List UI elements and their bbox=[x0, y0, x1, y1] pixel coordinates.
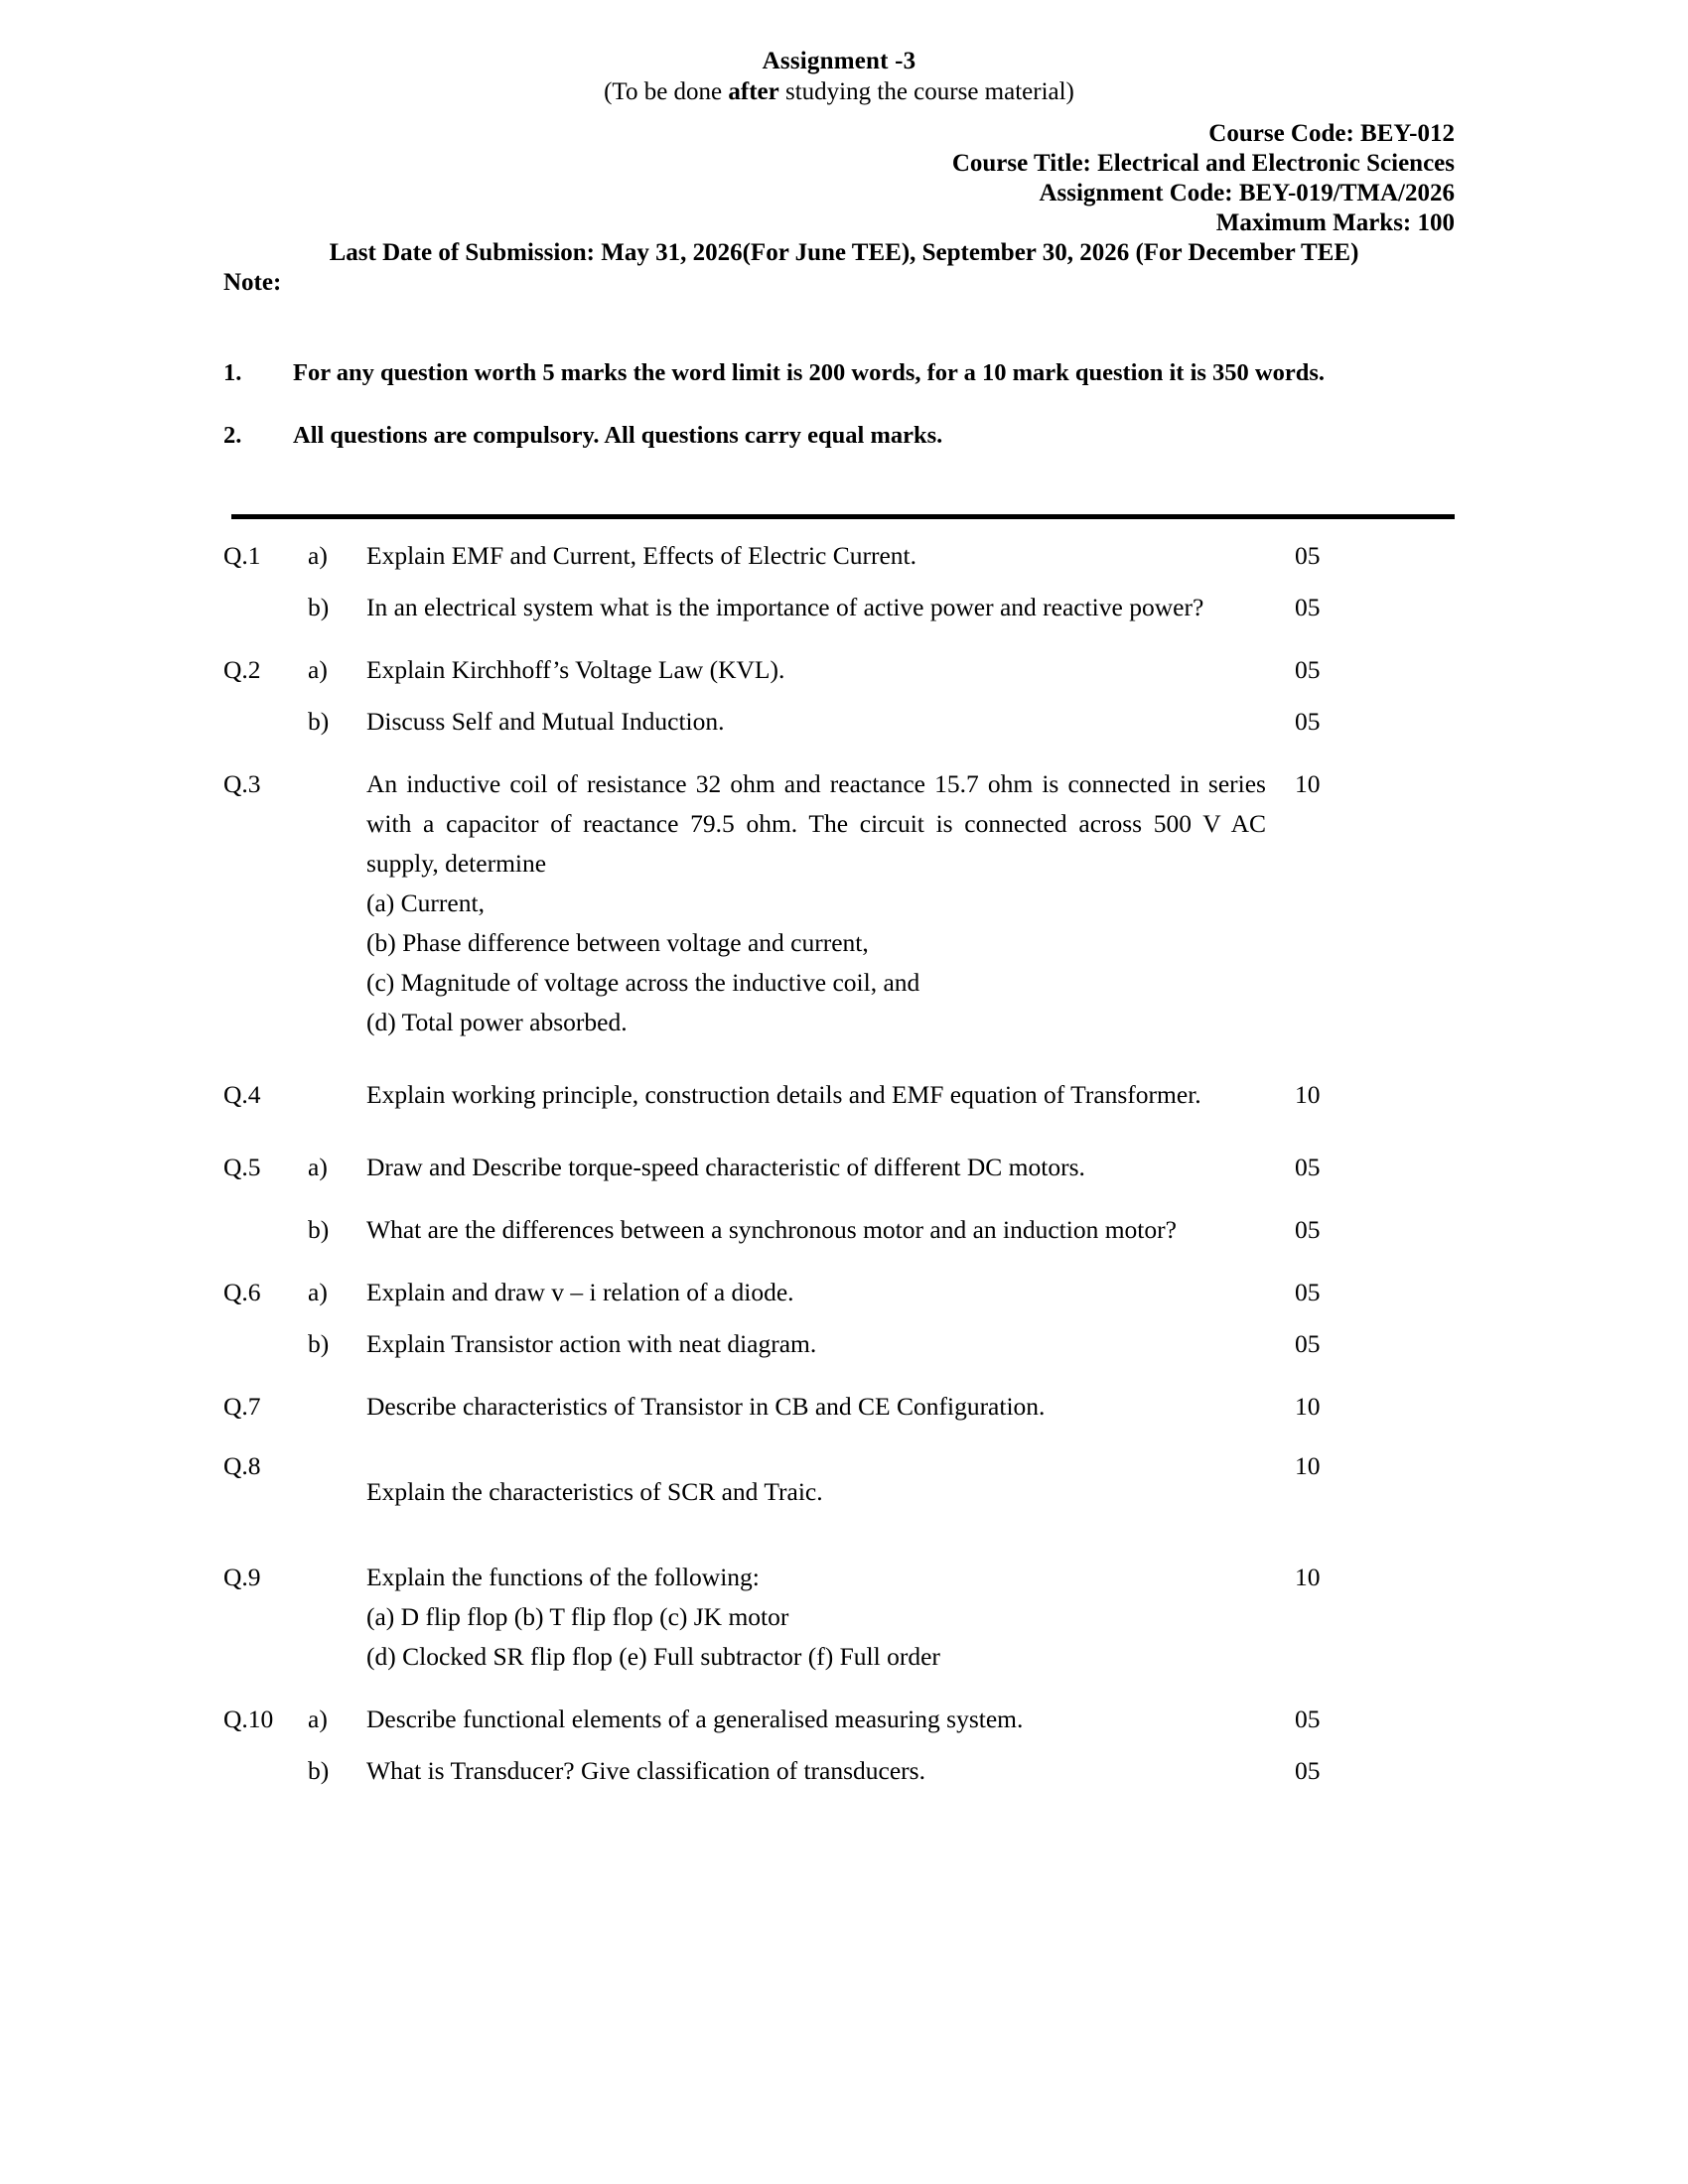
subtitle-emphasis: after bbox=[728, 78, 779, 105]
question-marks: 10 bbox=[1295, 1080, 1321, 1109]
question-label: Q.10 bbox=[223, 1705, 274, 1733]
notes-list bbox=[223, 355, 1460, 480]
question-text: Explain working principle, construction details and EMF equation of Transformer. bbox=[366, 1080, 1201, 1109]
table-row bbox=[223, 1387, 1465, 1427]
table-row bbox=[223, 1451, 1465, 1512]
question-text: What are the differences between a synchronous motor and an induction motor? bbox=[366, 1215, 1177, 1244]
part-letter: a) bbox=[308, 1153, 328, 1181]
table-row bbox=[223, 764, 1465, 1042]
question-text: Explain EMF and Current, Effects of Electric Current. bbox=[366, 541, 916, 570]
note-number: 2. bbox=[223, 422, 242, 449]
question-marks: 05 bbox=[1295, 1705, 1321, 1733]
part-letter: b) bbox=[308, 1756, 330, 1785]
list-item bbox=[223, 355, 1460, 391]
question-marks: 05 bbox=[1295, 593, 1321, 621]
list-item bbox=[223, 418, 1460, 454]
subtitle-pre: (To be done bbox=[604, 78, 729, 105]
document-subtitle bbox=[223, 76, 1455, 107]
question-text: Explain and draw v – i relation of a diode. bbox=[366, 1278, 794, 1306]
page-title: Assignment -3 bbox=[762, 48, 916, 74]
question-label: Q.9 bbox=[223, 1563, 261, 1591]
question-sublines bbox=[366, 1597, 1266, 1677]
subline: (a) D flip flop (b) T flip flop (c) JK motor bbox=[366, 1602, 789, 1631]
questions-table bbox=[223, 536, 1465, 1791]
question-marks: 05 bbox=[1295, 1329, 1321, 1358]
question-label: Q.6 bbox=[223, 1278, 261, 1306]
part-letter: b) bbox=[308, 1215, 330, 1244]
question-text: Explain Transistor action with neat diagram. bbox=[366, 1329, 817, 1358]
part-letter: a) bbox=[308, 1278, 328, 1306]
question-label: Q.1 bbox=[223, 541, 261, 570]
question-sublines bbox=[366, 884, 1266, 1042]
question-stem: Explain the functions of the following: bbox=[366, 1563, 760, 1591]
assignment-code-line: Assignment Code: BEY-019/TMA/2026 bbox=[1039, 180, 1455, 206]
question-marks: 05 bbox=[1295, 1278, 1321, 1306]
question-text: Draw and Describe torque-speed characteristic of different DC motors. bbox=[366, 1153, 1085, 1181]
question-text: Describe characteristics of Transistor in CB and CE Configuration. bbox=[366, 1392, 1046, 1421]
table-row bbox=[223, 1075, 1465, 1115]
part-letter: b) bbox=[308, 593, 330, 621]
part-letter: a) bbox=[308, 1705, 328, 1733]
question-label: Q.5 bbox=[223, 1153, 261, 1181]
note-number: 1. bbox=[223, 359, 242, 386]
subline: (c) Magnitude of voltage across the inductive coil, and bbox=[366, 968, 920, 997]
table-row bbox=[223, 1324, 1465, 1364]
question-marks: 10 bbox=[1295, 1451, 1321, 1480]
note-text: All questions are compulsory. All questions carry equal marks. bbox=[293, 422, 943, 449]
question-text bbox=[366, 764, 1270, 1042]
part-letter: b) bbox=[308, 1329, 330, 1358]
course-code-line: Course Code: BEY-012 bbox=[1208, 120, 1455, 147]
subtitle-post: studying the course material) bbox=[778, 78, 1074, 105]
question-marks: 05 bbox=[1295, 541, 1321, 570]
table-row bbox=[223, 1700, 1465, 1739]
question-text: In an electrical system what is the importance of active power and reactive power? bbox=[366, 593, 1204, 621]
subline: (d) Clocked SR flip flop (e) Full subtractor (f) Full order bbox=[366, 1642, 940, 1671]
table-row bbox=[223, 1273, 1465, 1312]
document-header bbox=[223, 46, 1455, 298]
question-marks: 05 bbox=[1295, 1215, 1321, 1244]
question-text: Explain the characteristics of SCR and Traic. bbox=[366, 1477, 823, 1506]
question-marks: 05 bbox=[1295, 1153, 1321, 1181]
table-row bbox=[223, 702, 1465, 742]
question-label: Q.3 bbox=[223, 769, 261, 798]
part-letter: b) bbox=[308, 707, 330, 736]
question-marks: 05 bbox=[1295, 655, 1321, 684]
question-marks: 05 bbox=[1295, 707, 1321, 736]
question-marks: 10 bbox=[1295, 1563, 1321, 1591]
table-row bbox=[223, 1751, 1465, 1791]
question-text: Explain Kirchhoff’s Voltage Law (KVL). bbox=[366, 655, 785, 684]
question-label: Q.4 bbox=[223, 1080, 261, 1109]
table-row bbox=[223, 650, 1465, 690]
course-title-line: Course Title: Electrical and Electronic Sciences bbox=[951, 150, 1455, 177]
submission-date-line: Last Date of Submission: May 31, 2026(For June TEE), September 30, 2026 (For December TEE) bbox=[329, 239, 1359, 266]
question-marks: 10 bbox=[1295, 1392, 1321, 1421]
question-label: Q.8 bbox=[223, 1451, 261, 1480]
question-marks: 10 bbox=[1295, 769, 1321, 798]
question-label: Q.2 bbox=[223, 655, 261, 684]
question-text: What is Transducer? Give classification of transducers. bbox=[366, 1756, 925, 1785]
table-row bbox=[223, 1558, 1465, 1677]
subline: (a) Current, bbox=[366, 888, 485, 917]
table-row bbox=[223, 1210, 1465, 1250]
table-row bbox=[223, 1148, 1465, 1187]
part-letter: a) bbox=[308, 541, 328, 570]
table-row bbox=[223, 588, 1465, 627]
table-row bbox=[223, 536, 1465, 576]
part-letter: a) bbox=[308, 655, 328, 684]
question-text: Discuss Self and Mutual Induction. bbox=[366, 707, 725, 736]
question-stem: An inductive coil of resistance 32 ohm and reactance 15.7 ohm is connected in series with a capacitor of reactance 79.5 ohm. The circuit is connected across 500 V AC supply, determine bbox=[366, 769, 1266, 878]
question-label: Q.7 bbox=[223, 1392, 261, 1421]
question-marks: 05 bbox=[1295, 1756, 1321, 1785]
question-text: Describe functional elements of a generalised measuring system. bbox=[366, 1705, 1024, 1733]
maximum-marks-line: Maximum Marks: 100 bbox=[1215, 209, 1455, 236]
subline: (b) Phase difference between voltage and current, bbox=[366, 928, 869, 957]
note-label: Note: bbox=[223, 269, 282, 296]
question-text bbox=[366, 1558, 1270, 1677]
section-divider bbox=[231, 514, 1455, 519]
subline: (d) Total power absorbed. bbox=[366, 1008, 628, 1036]
note-text: For any question worth 5 marks the word limit is 200 words, for a 10 mark question it is 350 words. bbox=[293, 359, 1326, 386]
